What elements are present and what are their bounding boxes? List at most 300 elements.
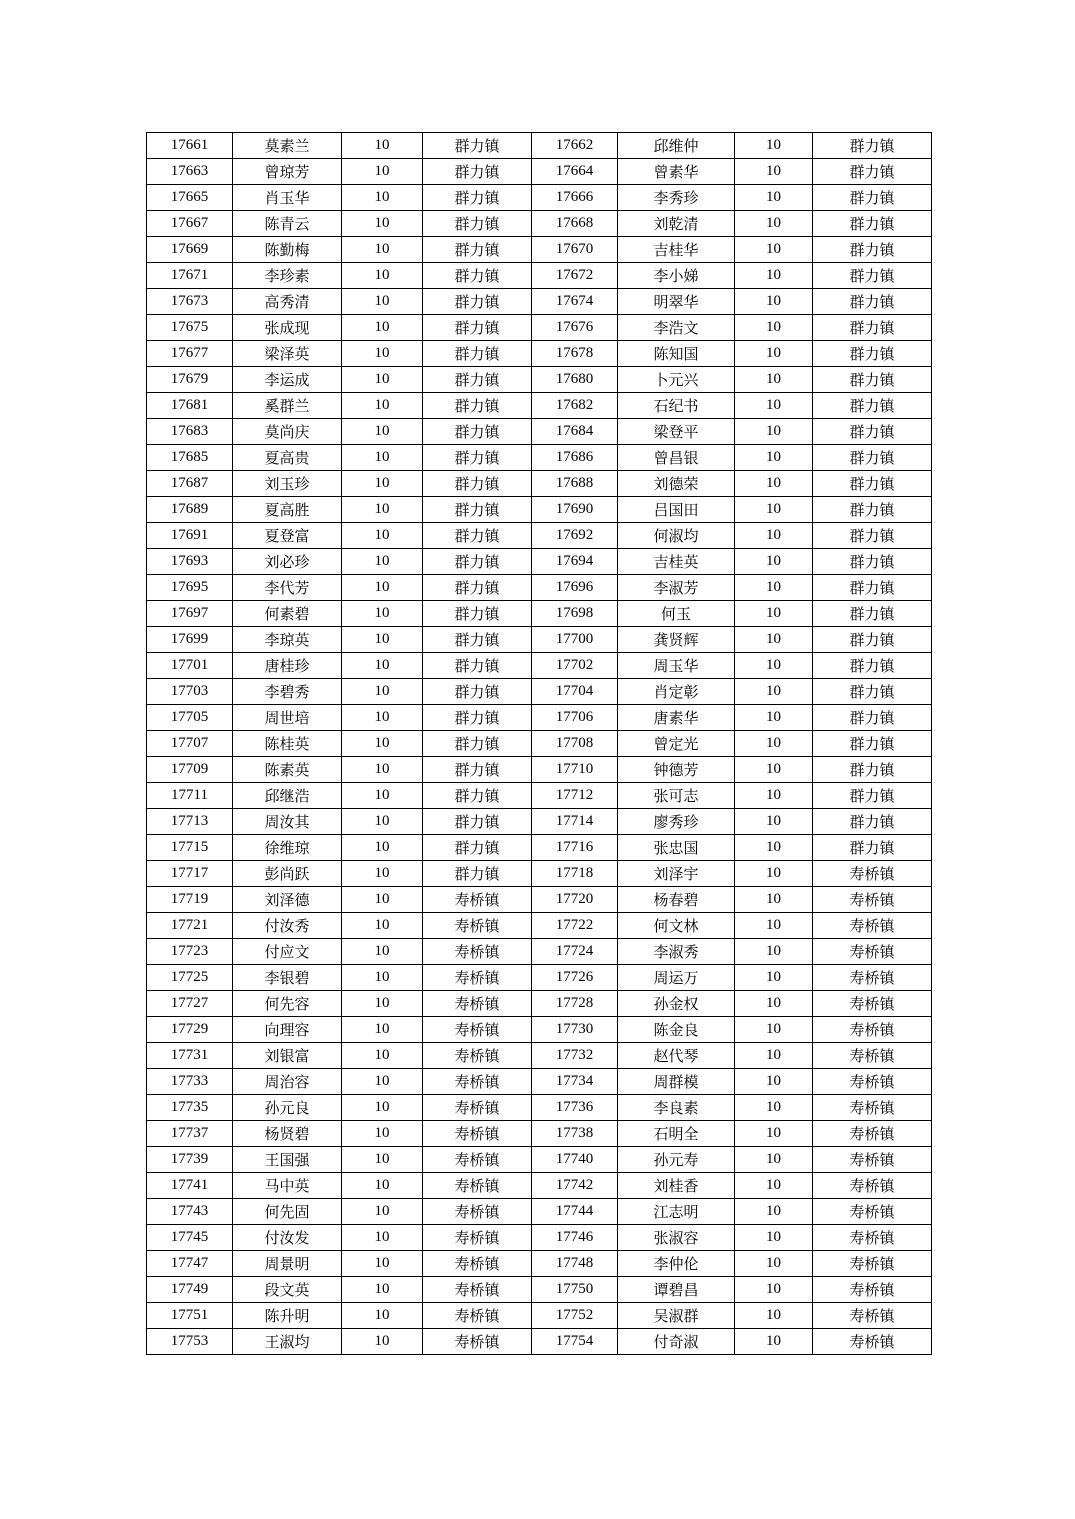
name-cell-right: 何淑均 xyxy=(618,523,735,549)
serial-cell-right: 17722 xyxy=(532,913,618,939)
name-cell-left: 何先容 xyxy=(233,991,342,1017)
name-cell-right: 孙元寿 xyxy=(618,1147,735,1173)
amount-cell-left: 10 xyxy=(342,965,423,991)
amount-cell-left: 10 xyxy=(342,679,423,705)
serial-cell-right: 17690 xyxy=(532,497,618,523)
amount-cell-left: 10 xyxy=(342,341,423,367)
table-row xyxy=(147,211,932,237)
town-cell-left: 群力镇 xyxy=(423,835,532,861)
name-cell-right: 邱维仲 xyxy=(618,133,735,159)
town-cell-left: 群力镇 xyxy=(423,549,532,575)
table-row xyxy=(147,861,932,887)
amount-cell-right: 10 xyxy=(735,367,813,393)
amount-cell-left: 10 xyxy=(342,861,423,887)
name-cell-left: 付应文 xyxy=(233,939,342,965)
amount-cell-right: 10 xyxy=(735,393,813,419)
name-cell-left: 夏高胜 xyxy=(233,497,342,523)
amount-cell-right: 10 xyxy=(735,1121,813,1147)
serial-cell-right: 17708 xyxy=(532,731,618,757)
amount-cell-right: 10 xyxy=(735,159,813,185)
name-cell-left: 刘银富 xyxy=(233,1043,342,1069)
town-cell-right: 群力镇 xyxy=(813,835,932,861)
table-row xyxy=(147,939,932,965)
table-row xyxy=(147,445,932,471)
name-cell-right: 吉桂华 xyxy=(618,237,735,263)
town-cell-right: 群力镇 xyxy=(813,627,932,653)
name-cell-left: 张成现 xyxy=(233,315,342,341)
amount-cell-left: 10 xyxy=(342,1303,423,1329)
table-row xyxy=(147,289,932,315)
amount-cell-right: 10 xyxy=(735,705,813,731)
serial-cell-left: 17727 xyxy=(147,991,233,1017)
table-row xyxy=(147,367,932,393)
serial-cell-right: 17676 xyxy=(532,315,618,341)
town-cell-left: 群力镇 xyxy=(423,653,532,679)
town-cell-left: 群力镇 xyxy=(423,861,532,887)
town-cell-right: 群力镇 xyxy=(813,367,932,393)
amount-cell-left: 10 xyxy=(342,1277,423,1303)
name-cell-right: 刘德荣 xyxy=(618,471,735,497)
table-row xyxy=(147,315,932,341)
amount-cell-right: 10 xyxy=(735,237,813,263)
table-row xyxy=(147,419,932,445)
serial-cell-left: 17699 xyxy=(147,627,233,653)
name-cell-left: 李运成 xyxy=(233,367,342,393)
amount-cell-right: 10 xyxy=(735,991,813,1017)
town-cell-left: 群力镇 xyxy=(423,237,532,263)
amount-cell-left: 10 xyxy=(342,1043,423,1069)
serial-cell-left: 17709 xyxy=(147,757,233,783)
town-cell-left: 群力镇 xyxy=(423,133,532,159)
name-cell-right: 李仲伦 xyxy=(618,1251,735,1277)
town-cell-left: 寿桥镇 xyxy=(423,1121,532,1147)
name-cell-left: 马中英 xyxy=(233,1173,342,1199)
town-cell-right: 寿桥镇 xyxy=(813,1069,932,1095)
amount-cell-left: 10 xyxy=(342,263,423,289)
town-cell-right: 群力镇 xyxy=(813,315,932,341)
amount-cell-right: 10 xyxy=(735,1303,813,1329)
town-cell-left: 群力镇 xyxy=(423,341,532,367)
serial-cell-right: 17698 xyxy=(532,601,618,627)
serial-cell-left: 17671 xyxy=(147,263,233,289)
amount-cell-left: 10 xyxy=(342,1121,423,1147)
town-cell-left: 群力镇 xyxy=(423,393,532,419)
serial-cell-left: 17675 xyxy=(147,315,233,341)
town-cell-right: 寿桥镇 xyxy=(813,1095,932,1121)
table-row xyxy=(147,575,932,601)
serial-cell-left: 17721 xyxy=(147,913,233,939)
serial-cell-left: 17697 xyxy=(147,601,233,627)
table-row xyxy=(147,1095,932,1121)
name-cell-left: 李琼英 xyxy=(233,627,342,653)
serial-cell-right: 17706 xyxy=(532,705,618,731)
town-cell-left: 寿桥镇 xyxy=(423,1199,532,1225)
table-body xyxy=(147,133,932,1355)
amount-cell-right: 10 xyxy=(735,1069,813,1095)
name-cell-left: 夏登富 xyxy=(233,523,342,549)
town-cell-left: 群力镇 xyxy=(423,445,532,471)
town-cell-right: 寿桥镇 xyxy=(813,1303,932,1329)
name-cell-left: 周汝其 xyxy=(233,809,342,835)
serial-cell-right: 17668 xyxy=(532,211,618,237)
roster-table xyxy=(146,132,932,1355)
town-cell-left: 寿桥镇 xyxy=(423,1303,532,1329)
serial-cell-left: 17667 xyxy=(147,211,233,237)
amount-cell-left: 10 xyxy=(342,575,423,601)
amount-cell-left: 10 xyxy=(342,211,423,237)
name-cell-left: 奚群兰 xyxy=(233,393,342,419)
town-cell-right: 群力镇 xyxy=(813,185,932,211)
town-cell-right: 寿桥镇 xyxy=(813,1277,932,1303)
name-cell-left: 孙元良 xyxy=(233,1095,342,1121)
serial-cell-left: 17739 xyxy=(147,1147,233,1173)
serial-cell-right: 17726 xyxy=(532,965,618,991)
amount-cell-right: 10 xyxy=(735,575,813,601)
amount-cell-left: 10 xyxy=(342,289,423,315)
amount-cell-left: 10 xyxy=(342,809,423,835)
name-cell-left: 陈素英 xyxy=(233,757,342,783)
name-cell-right: 李浩文 xyxy=(618,315,735,341)
name-cell-left: 刘必珍 xyxy=(233,549,342,575)
name-cell-right: 刘乾清 xyxy=(618,211,735,237)
serial-cell-right: 17738 xyxy=(532,1121,618,1147)
amount-cell-left: 10 xyxy=(342,1173,423,1199)
serial-cell-right: 17720 xyxy=(532,887,618,913)
amount-cell-left: 10 xyxy=(342,523,423,549)
name-cell-right: 钟德芳 xyxy=(618,757,735,783)
table-row xyxy=(147,159,932,185)
name-cell-right: 卜元兴 xyxy=(618,367,735,393)
name-cell-right: 李小娣 xyxy=(618,263,735,289)
amount-cell-left: 10 xyxy=(342,835,423,861)
serial-cell-left: 17719 xyxy=(147,887,233,913)
town-cell-right: 寿桥镇 xyxy=(813,1043,932,1069)
town-cell-left: 群力镇 xyxy=(423,471,532,497)
town-cell-right: 寿桥镇 xyxy=(813,1147,932,1173)
town-cell-right: 寿桥镇 xyxy=(813,1225,932,1251)
table-row xyxy=(147,1017,932,1043)
town-cell-right: 群力镇 xyxy=(813,393,932,419)
serial-cell-left: 17745 xyxy=(147,1225,233,1251)
town-cell-right: 群力镇 xyxy=(813,341,932,367)
amount-cell-right: 10 xyxy=(735,523,813,549)
amount-cell-right: 10 xyxy=(735,1147,813,1173)
town-cell-left: 群力镇 xyxy=(423,627,532,653)
serial-cell-right: 17670 xyxy=(532,237,618,263)
serial-cell-left: 17703 xyxy=(147,679,233,705)
serial-cell-right: 17674 xyxy=(532,289,618,315)
name-cell-left: 陈桂英 xyxy=(233,731,342,757)
serial-cell-left: 17723 xyxy=(147,939,233,965)
name-cell-right: 曾定光 xyxy=(618,731,735,757)
amount-cell-left: 10 xyxy=(342,653,423,679)
name-cell-left: 王淑均 xyxy=(233,1329,342,1355)
name-cell-right: 梁登平 xyxy=(618,419,735,445)
amount-cell-right: 10 xyxy=(735,1017,813,1043)
name-cell-left: 付汝秀 xyxy=(233,913,342,939)
town-cell-right: 寿桥镇 xyxy=(813,1199,932,1225)
name-cell-right: 李淑秀 xyxy=(618,939,735,965)
town-cell-left: 群力镇 xyxy=(423,731,532,757)
serial-cell-left: 17743 xyxy=(147,1199,233,1225)
serial-cell-right: 17710 xyxy=(532,757,618,783)
serial-cell-left: 17725 xyxy=(147,965,233,991)
town-cell-left: 寿桥镇 xyxy=(423,991,532,1017)
serial-cell-left: 17701 xyxy=(147,653,233,679)
serial-cell-right: 17692 xyxy=(532,523,618,549)
serial-cell-right: 17684 xyxy=(532,419,618,445)
serial-cell-right: 17724 xyxy=(532,939,618,965)
amount-cell-left: 10 xyxy=(342,1199,423,1225)
name-cell-right: 周玉华 xyxy=(618,653,735,679)
name-cell-right: 陈知国 xyxy=(618,341,735,367)
name-cell-right: 李淑芳 xyxy=(618,575,735,601)
amount-cell-left: 10 xyxy=(342,705,423,731)
name-cell-left: 周世培 xyxy=(233,705,342,731)
name-cell-left: 邱继浩 xyxy=(233,783,342,809)
name-cell-left: 唐桂珍 xyxy=(233,653,342,679)
town-cell-right: 群力镇 xyxy=(813,419,932,445)
table-row xyxy=(147,757,932,783)
serial-cell-right: 17712 xyxy=(532,783,618,809)
amount-cell-right: 10 xyxy=(735,1199,813,1225)
town-cell-left: 寿桥镇 xyxy=(423,1329,532,1355)
name-cell-left: 梁泽英 xyxy=(233,341,342,367)
serial-cell-right: 17664 xyxy=(532,159,618,185)
town-cell-right: 寿桥镇 xyxy=(813,965,932,991)
amount-cell-left: 10 xyxy=(342,991,423,1017)
name-cell-left: 彭尚跃 xyxy=(233,861,342,887)
town-cell-right: 寿桥镇 xyxy=(813,861,932,887)
amount-cell-right: 10 xyxy=(735,627,813,653)
name-cell-right: 廖秀珍 xyxy=(618,809,735,835)
serial-cell-left: 17737 xyxy=(147,1121,233,1147)
town-cell-right: 群力镇 xyxy=(813,731,932,757)
name-cell-right: 明翠华 xyxy=(618,289,735,315)
serial-cell-left: 17673 xyxy=(147,289,233,315)
table-row xyxy=(147,1069,932,1095)
table-row xyxy=(147,1043,932,1069)
serial-cell-left: 17669 xyxy=(147,237,233,263)
amount-cell-right: 10 xyxy=(735,653,813,679)
town-cell-left: 群力镇 xyxy=(423,705,532,731)
table-row xyxy=(147,341,932,367)
name-cell-left: 向理容 xyxy=(233,1017,342,1043)
serial-cell-right: 17680 xyxy=(532,367,618,393)
serial-cell-left: 17741 xyxy=(147,1173,233,1199)
name-cell-right: 李秀珍 xyxy=(618,185,735,211)
table-row xyxy=(147,549,932,575)
town-cell-left: 寿桥镇 xyxy=(423,1147,532,1173)
name-cell-left: 李碧秀 xyxy=(233,679,342,705)
amount-cell-right: 10 xyxy=(735,861,813,887)
amount-cell-right: 10 xyxy=(735,471,813,497)
town-cell-left: 群力镇 xyxy=(423,523,532,549)
serial-cell-right: 17752 xyxy=(532,1303,618,1329)
name-cell-left: 李代芳 xyxy=(233,575,342,601)
name-cell-right: 杨春碧 xyxy=(618,887,735,913)
serial-cell-right: 17672 xyxy=(532,263,618,289)
amount-cell-left: 10 xyxy=(342,939,423,965)
serial-cell-right: 17714 xyxy=(532,809,618,835)
serial-cell-right: 17716 xyxy=(532,835,618,861)
town-cell-left: 群力镇 xyxy=(423,419,532,445)
amount-cell-right: 10 xyxy=(735,1043,813,1069)
amount-cell-left: 10 xyxy=(342,471,423,497)
town-cell-left: 群力镇 xyxy=(423,575,532,601)
serial-cell-left: 17733 xyxy=(147,1069,233,1095)
serial-cell-right: 17704 xyxy=(532,679,618,705)
serial-cell-left: 17687 xyxy=(147,471,233,497)
town-cell-right: 群力镇 xyxy=(813,809,932,835)
amount-cell-right: 10 xyxy=(735,133,813,159)
amount-cell-left: 10 xyxy=(342,1017,423,1043)
table-row xyxy=(147,627,932,653)
town-cell-right: 群力镇 xyxy=(813,653,932,679)
name-cell-right: 刘泽宇 xyxy=(618,861,735,887)
table-row xyxy=(147,809,932,835)
town-cell-right: 寿桥镇 xyxy=(813,1173,932,1199)
serial-cell-right: 17740 xyxy=(532,1147,618,1173)
name-cell-right: 肖定彰 xyxy=(618,679,735,705)
amount-cell-left: 10 xyxy=(342,1069,423,1095)
serial-cell-left: 17705 xyxy=(147,705,233,731)
serial-cell-right: 17686 xyxy=(532,445,618,471)
serial-cell-right: 17688 xyxy=(532,471,618,497)
name-cell-left: 杨贤碧 xyxy=(233,1121,342,1147)
name-cell-left: 夏高贵 xyxy=(233,445,342,471)
serial-cell-left: 17683 xyxy=(147,419,233,445)
serial-cell-right: 17744 xyxy=(532,1199,618,1225)
town-cell-left: 寿桥镇 xyxy=(423,1043,532,1069)
amount-cell-right: 10 xyxy=(735,263,813,289)
serial-cell-left: 17729 xyxy=(147,1017,233,1043)
serial-cell-right: 17666 xyxy=(532,185,618,211)
amount-cell-right: 10 xyxy=(735,1277,813,1303)
table-row xyxy=(147,1329,932,1355)
name-cell-right: 龚贤辉 xyxy=(618,627,735,653)
name-cell-left: 段文英 xyxy=(233,1277,342,1303)
table-row xyxy=(147,1199,932,1225)
town-cell-left: 群力镇 xyxy=(423,497,532,523)
serial-cell-right: 17746 xyxy=(532,1225,618,1251)
amount-cell-left: 10 xyxy=(342,1225,423,1251)
amount-cell-right: 10 xyxy=(735,497,813,523)
town-cell-right: 群力镇 xyxy=(813,523,932,549)
town-cell-right: 群力镇 xyxy=(813,549,932,575)
name-cell-right: 石明全 xyxy=(618,1121,735,1147)
name-cell-left: 李银碧 xyxy=(233,965,342,991)
name-cell-left: 莫素兰 xyxy=(233,133,342,159)
name-cell-right: 陈金良 xyxy=(618,1017,735,1043)
name-cell-right: 石纪书 xyxy=(618,393,735,419)
name-cell-left: 何先固 xyxy=(233,1199,342,1225)
name-cell-left: 李珍素 xyxy=(233,263,342,289)
amount-cell-left: 10 xyxy=(342,419,423,445)
table-row xyxy=(147,887,932,913)
name-cell-left: 刘玉珍 xyxy=(233,471,342,497)
serial-cell-left: 17717 xyxy=(147,861,233,887)
table-row xyxy=(147,185,932,211)
serial-cell-left: 17749 xyxy=(147,1277,233,1303)
town-cell-left: 群力镇 xyxy=(423,211,532,237)
serial-cell-right: 17682 xyxy=(532,393,618,419)
amount-cell-right: 10 xyxy=(735,289,813,315)
town-cell-left: 寿桥镇 xyxy=(423,965,532,991)
town-cell-left: 群力镇 xyxy=(423,185,532,211)
serial-cell-left: 17677 xyxy=(147,341,233,367)
name-cell-right: 唐素华 xyxy=(618,705,735,731)
name-cell-left: 高秀清 xyxy=(233,289,342,315)
amount-cell-left: 10 xyxy=(342,315,423,341)
name-cell-right: 谭碧昌 xyxy=(618,1277,735,1303)
serial-cell-right: 17730 xyxy=(532,1017,618,1043)
amount-cell-left: 10 xyxy=(342,601,423,627)
serial-cell-right: 17754 xyxy=(532,1329,618,1355)
amount-cell-left: 10 xyxy=(342,445,423,471)
serial-cell-left: 17715 xyxy=(147,835,233,861)
table-row xyxy=(147,133,932,159)
serial-cell-right: 17736 xyxy=(532,1095,618,1121)
amount-cell-right: 10 xyxy=(735,419,813,445)
name-cell-right: 江志明 xyxy=(618,1199,735,1225)
name-cell-right: 张淑容 xyxy=(618,1225,735,1251)
town-cell-left: 群力镇 xyxy=(423,263,532,289)
amount-cell-right: 10 xyxy=(735,341,813,367)
town-cell-right: 群力镇 xyxy=(813,705,932,731)
name-cell-right: 何文林 xyxy=(618,913,735,939)
amount-cell-right: 10 xyxy=(735,835,813,861)
name-cell-left: 莫尚庆 xyxy=(233,419,342,445)
name-cell-left: 陈青云 xyxy=(233,211,342,237)
serial-cell-left: 17665 xyxy=(147,185,233,211)
name-cell-left: 付汝发 xyxy=(233,1225,342,1251)
serial-cell-left: 17731 xyxy=(147,1043,233,1069)
town-cell-right: 群力镇 xyxy=(813,497,932,523)
name-cell-right: 周运万 xyxy=(618,965,735,991)
serial-cell-right: 17750 xyxy=(532,1277,618,1303)
table-row xyxy=(147,783,932,809)
amount-cell-left: 10 xyxy=(342,1329,423,1355)
name-cell-left: 陈勤梅 xyxy=(233,237,342,263)
amount-cell-right: 10 xyxy=(735,601,813,627)
amount-cell-left: 10 xyxy=(342,627,423,653)
amount-cell-left: 10 xyxy=(342,1251,423,1277)
town-cell-right: 寿桥镇 xyxy=(813,913,932,939)
name-cell-right: 赵代琴 xyxy=(618,1043,735,1069)
town-cell-left: 群力镇 xyxy=(423,809,532,835)
town-cell-right: 群力镇 xyxy=(813,783,932,809)
serial-cell-left: 17735 xyxy=(147,1095,233,1121)
table-row xyxy=(147,1303,932,1329)
table-row xyxy=(147,991,932,1017)
name-cell-left: 王国强 xyxy=(233,1147,342,1173)
amount-cell-left: 10 xyxy=(342,1095,423,1121)
name-cell-left: 周治容 xyxy=(233,1069,342,1095)
amount-cell-left: 10 xyxy=(342,731,423,757)
name-cell-left: 曾琼芳 xyxy=(233,159,342,185)
table-row xyxy=(147,705,932,731)
town-cell-right: 寿桥镇 xyxy=(813,1251,932,1277)
amount-cell-right: 10 xyxy=(735,1329,813,1355)
serial-cell-left: 17681 xyxy=(147,393,233,419)
name-cell-right: 周群模 xyxy=(618,1069,735,1095)
serial-cell-left: 17679 xyxy=(147,367,233,393)
serial-cell-left: 17689 xyxy=(147,497,233,523)
serial-cell-right: 17694 xyxy=(532,549,618,575)
serial-cell-right: 17718 xyxy=(532,861,618,887)
amount-cell-right: 10 xyxy=(735,1251,813,1277)
